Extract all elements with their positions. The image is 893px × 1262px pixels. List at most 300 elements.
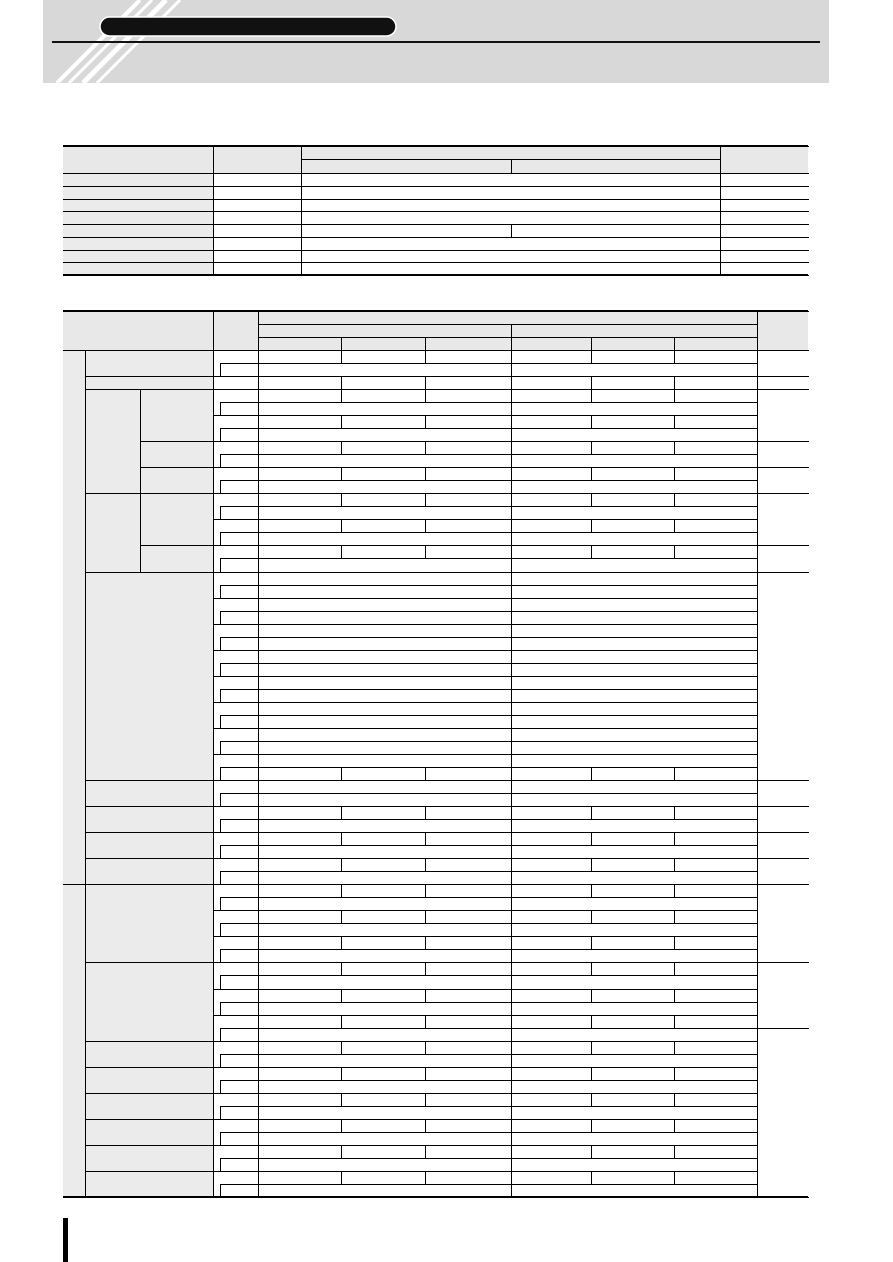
- table-2-unit-cell: [213, 545, 258, 558]
- table-1-value-cell: [213, 186, 301, 199]
- table-1-value-cell: [213, 173, 301, 186]
- table-2-unit-sub-cell: [220, 1080, 258, 1093]
- table-2-value-cell: [511, 545, 591, 558]
- table-2-value-cell: [341, 806, 425, 819]
- table-2-unit-cell: [213, 702, 258, 715]
- table-2-value-cell: [511, 350, 591, 363]
- table-2-column-header-cell: [341, 337, 425, 350]
- table-2-value-cell: [258, 754, 511, 767]
- table-2-group-cell: [63, 350, 85, 884]
- table-2-value-cell: [511, 1171, 591, 1184]
- table-2-value-cell: [674, 1171, 757, 1184]
- table-2-note-cell: [757, 858, 808, 884]
- table-2-value-cell: [258, 715, 511, 728]
- table-2-column-header-cell: [258, 337, 341, 350]
- table-2-value-cell: [425, 545, 511, 558]
- table-1-value-cell: [511, 224, 720, 237]
- page-edge-marker: [63, 1218, 68, 1262]
- table-2-unit-sub-cell: [220, 689, 258, 702]
- table-2-value-cell: [511, 936, 591, 949]
- table-2-unit-sub-cell: [220, 1002, 258, 1015]
- table-2-value-cell: [674, 832, 757, 845]
- table-2-sublabel-cell: [140, 389, 213, 441]
- table-2-value-cell: [511, 832, 591, 845]
- table-2-value-cell: [511, 506, 757, 519]
- table-2-value-cell: [511, 741, 757, 754]
- table-2-unit-sub-cell: [220, 949, 258, 962]
- table-2-value-cell: [511, 1067, 591, 1080]
- table-2-value-cell: [591, 545, 674, 558]
- table-2-unit-sub-cell: [220, 363, 258, 376]
- table-2-value-cell: [258, 676, 511, 689]
- table-2-value-cell: [591, 389, 674, 402]
- table-2-unit-sub-cell: [220, 558, 258, 572]
- table-2-value-cell: [341, 376, 425, 389]
- table-2-value-cell: [425, 1067, 511, 1080]
- table-2-value-cell: [511, 1054, 757, 1067]
- table-2-unit-cell: [213, 1106, 220, 1119]
- table-2-row-label-cell: [85, 1067, 213, 1093]
- table-2-value-cell: [591, 910, 674, 923]
- table-2-unit-sub-cell: [220, 871, 258, 884]
- table-2-note-cell: [757, 389, 808, 441]
- table-2-value-cell: [258, 702, 511, 715]
- table-2-value-cell: [258, 1158, 511, 1171]
- table-2-value-cell: [258, 1132, 511, 1145]
- table-2-unit-sub-cell: [220, 480, 258, 493]
- table-2-value-cell: [258, 1080, 511, 1093]
- table-2-value-cell: [341, 415, 425, 428]
- table-2-value-cell: [425, 1093, 511, 1106]
- table-2-value-cell: [258, 1106, 511, 1119]
- table-2-value-cell: [674, 467, 757, 480]
- table-2-value-cell: [511, 923, 757, 936]
- table-1-row-label-cell: [63, 186, 213, 199]
- table-2-value-cell: [511, 715, 757, 728]
- table-1-header-cell: [213, 146, 301, 173]
- table-2-unit-cell: [213, 1054, 220, 1067]
- table-1-row-label-cell: [63, 211, 213, 224]
- table-2-column-header-cell: [591, 337, 674, 350]
- table-2-value-cell: [258, 467, 341, 480]
- table-2-value-cell: [341, 1171, 425, 1184]
- table-1-value-cell: [301, 262, 720, 275]
- table-2-unit-cell: [213, 1015, 258, 1028]
- table-1-value-cell: [301, 224, 511, 237]
- table-2-value-cell: [258, 832, 341, 845]
- table-2-bottom-rule: [63, 1196, 808, 1198]
- table-2-header-cell: [213, 311, 258, 350]
- table-2-value-cell: [591, 962, 674, 975]
- table-2-unit-cell: [213, 1028, 220, 1041]
- table-2-unit-sub-cell: [220, 402, 258, 415]
- table-2-value-cell: [511, 441, 591, 454]
- table-2-unit-cell: [213, 962, 258, 975]
- table-2-value-cell: [674, 1145, 757, 1158]
- table-2-value-cell: [258, 949, 511, 962]
- table-2-value-cell: [258, 897, 511, 910]
- table-2-column-header-cell: [674, 337, 757, 350]
- table-1-subheader-cell: [301, 159, 511, 173]
- table-2-value-cell: [511, 558, 757, 572]
- table-2-value-cell: [425, 806, 511, 819]
- table-1-note-cell: [720, 211, 808, 224]
- table-2-note-cell: [757, 467, 808, 493]
- table-2-unit-sub-cell: [220, 1106, 258, 1119]
- table-1-value-cell: [301, 173, 720, 186]
- table-2-value-cell: [511, 402, 757, 415]
- table-2-value-cell: [425, 1119, 511, 1132]
- table-2-value-cell: [425, 376, 511, 389]
- table-1-note-cell: [720, 199, 808, 211]
- table-2-value-cell: [511, 363, 757, 376]
- table-2-sublabel-cell: [140, 493, 213, 545]
- table-2-value-cell: [511, 910, 591, 923]
- table-2-value-cell: [258, 975, 511, 989]
- table-2-note-cell: [757, 545, 808, 572]
- table-2-value-cell: [511, 1080, 757, 1093]
- table-2-value-cell: [591, 467, 674, 480]
- table-2-value-cell: [511, 585, 757, 598]
- table-2-value-cell: [341, 989, 425, 1002]
- table-2-value-cell: [511, 819, 757, 832]
- table-2-unit-cell: [213, 1158, 220, 1171]
- table-1-value-cell: [301, 211, 720, 224]
- table-2-unit-sub-cell: [220, 1132, 258, 1145]
- table-2-unit-sub-cell: [220, 741, 258, 754]
- table-1-value-cell: [213, 262, 301, 275]
- table-2-unit-cell: [213, 884, 258, 897]
- table-2-value-cell: [341, 389, 425, 402]
- table-2-unit-cell: [213, 715, 220, 728]
- table-2-row-label-cell: [85, 858, 213, 884]
- table-2-row-label-cell: [85, 493, 140, 572]
- table-2-value-cell: [511, 702, 757, 715]
- table-2-value-cell: [591, 376, 674, 389]
- table-2-value-cell: [258, 506, 511, 519]
- table-2-unit-sub-cell: [220, 975, 258, 989]
- table-2-value-cell: [511, 975, 757, 989]
- table-2-value-cell: [511, 467, 591, 480]
- table-2-unit-sub-cell: [220, 1184, 258, 1197]
- table-2-row-label-cell: [85, 806, 213, 832]
- table-2-subheader-cell: [511, 324, 757, 337]
- table-2-value-cell: [511, 949, 757, 962]
- table-2-unit-sub-cell: [220, 611, 258, 624]
- table-2-value-cell: [258, 493, 341, 506]
- table-2-value-cell: [425, 493, 511, 506]
- table-2-unit-cell: [213, 1132, 220, 1145]
- table-2-row-label-cell: [85, 832, 213, 858]
- table-2-value-cell: [258, 1119, 341, 1132]
- table-2-note-cell: [757, 441, 808, 467]
- table-2-value-cell: [511, 793, 757, 806]
- table-2-value-cell: [674, 493, 757, 506]
- table-1-value-cell: [301, 237, 720, 250]
- table-2-unit-cell: [213, 558, 220, 572]
- table-2-row-label-cell: [85, 376, 213, 389]
- table-2-value-cell: [511, 1028, 757, 1041]
- table-2-column-header-cell: [425, 337, 511, 350]
- table-2-value-cell: [258, 1002, 511, 1015]
- table-2-value-cell: [341, 1067, 425, 1080]
- table-2-value-cell: [591, 858, 674, 871]
- table-2-value-cell: [258, 858, 341, 871]
- table-2-value-cell: [511, 962, 591, 975]
- table-2-value-cell: [591, 1041, 674, 1054]
- table-2-note-cell: [757, 350, 808, 376]
- table-1-header-cell: [301, 146, 720, 159]
- table-2-value-cell: [425, 441, 511, 454]
- table-1-row-label-cell: [63, 173, 213, 186]
- table-2-unit-sub-cell: [220, 767, 258, 780]
- table-2-row-label-cell: [85, 780, 213, 806]
- table-2-value-cell: [511, 1119, 591, 1132]
- table-2-value-cell: [425, 350, 511, 363]
- table-2-value-cell: [511, 624, 757, 637]
- table-1-top-rule: [63, 145, 808, 147]
- table-1-note-cell: [720, 186, 808, 199]
- table-2-value-cell: [591, 1119, 674, 1132]
- table-2-value-cell: [425, 767, 511, 780]
- table-2-value-cell: [591, 1015, 674, 1028]
- table-2-value-cell: [511, 884, 591, 897]
- table-2-value-cell: [674, 350, 757, 363]
- table-2-value-cell: [258, 598, 511, 611]
- table-2-value-cell: [258, 1067, 341, 1080]
- table-2-unit-cell: [213, 454, 220, 467]
- table-2-row-label-cell: [85, 1119, 213, 1145]
- table-2-unit-cell: [213, 689, 220, 702]
- table-2-note-cell: [757, 493, 808, 545]
- table-2-value-cell: [511, 806, 591, 819]
- table-2-value-cell: [674, 1067, 757, 1080]
- table-2-value-cell: [591, 806, 674, 819]
- table-2-value-cell: [511, 650, 757, 663]
- table-1-value-cell: [213, 199, 301, 211]
- table-2-value-cell: [511, 1132, 757, 1145]
- table-2-row-label-cell: [85, 572, 213, 780]
- table-2-value-cell: [341, 1041, 425, 1054]
- table-2-unit-sub-cell: [220, 585, 258, 598]
- table-2-value-cell: [341, 910, 425, 923]
- table-2-value-cell: [511, 780, 757, 793]
- table-2-unit-cell: [213, 897, 220, 910]
- table-2-unit-cell: [213, 376, 258, 389]
- table-2-unit-cell: [213, 819, 220, 832]
- table-2-value-cell: [511, 1093, 591, 1106]
- table-2-value-cell: [674, 376, 757, 389]
- table-2-value-cell: [591, 1145, 674, 1158]
- table-2-value-cell: [258, 1171, 341, 1184]
- table-2-value-cell: [511, 689, 757, 702]
- table-2-unit-cell: [213, 845, 220, 858]
- table-1-row-label-cell: [63, 224, 213, 237]
- page-header-band: [43, 0, 829, 83]
- table-2-value-cell: [511, 858, 591, 871]
- table-2-value-cell: [341, 441, 425, 454]
- table-2-value-cell: [258, 389, 341, 402]
- table-2-value-cell: [511, 493, 591, 506]
- table-2-value-cell: [591, 493, 674, 506]
- table-2-value-cell: [258, 480, 511, 493]
- table-2-unit-sub-cell: [220, 454, 258, 467]
- table-2-unit-cell: [213, 1041, 258, 1054]
- table-2-unit-cell: [213, 1184, 220, 1197]
- table-2-value-cell: [258, 519, 341, 532]
- table-2-value-cell: [591, 989, 674, 1002]
- table-2-value-cell: [511, 1002, 757, 1015]
- table-2-value-cell: [511, 572, 757, 585]
- table-2-value-cell: [258, 884, 341, 897]
- table-2-value-cell: [258, 819, 511, 832]
- table-2-unit-cell: [213, 650, 258, 663]
- table-2-value-cell: [511, 897, 757, 910]
- table-2-value-cell: [511, 428, 757, 441]
- table-2-value-cell: [425, 519, 511, 532]
- table-2-value-cell: [341, 1015, 425, 1028]
- table-2-value-cell: [341, 350, 425, 363]
- table-2-value-cell: [674, 910, 757, 923]
- table-2-value-cell: [425, 989, 511, 1002]
- table-2-value-cell: [258, 871, 511, 884]
- table-2-value-cell: [425, 1145, 511, 1158]
- table-2-unit-cell: [213, 936, 258, 949]
- table-1-note-cell: [720, 237, 808, 250]
- table-2-header-cell: [757, 311, 808, 350]
- table-2-value-cell: [258, 728, 511, 741]
- table-2-unit-cell: [213, 585, 220, 598]
- table-1-value-cell: [213, 224, 301, 237]
- table-2-value-cell: [425, 962, 511, 975]
- table-2-value-cell: [258, 845, 511, 858]
- table-2-note-cell: [757, 376, 808, 389]
- table-2-value-cell: [258, 428, 511, 441]
- table-2-unit-sub-cell: [220, 1054, 258, 1067]
- table-2-unit-sub-cell: [220, 637, 258, 650]
- table-2-value-cell: [341, 962, 425, 975]
- table-2-unit-cell: [213, 480, 220, 493]
- table-2-value-cell: [591, 1171, 674, 1184]
- table-2-value-cell: [591, 415, 674, 428]
- table-2-unit-cell: [213, 363, 220, 376]
- table-2-value-cell: [258, 936, 341, 949]
- table-2-value-cell: [591, 350, 674, 363]
- table-2-value-cell: [674, 1015, 757, 1028]
- table-2-row-label-cell: [85, 389, 140, 493]
- table-2-value-cell: [258, 689, 511, 702]
- table-2-row-label-cell: [85, 884, 213, 962]
- table-2-value-cell: [425, 832, 511, 845]
- table-1-header-cell: [720, 146, 808, 173]
- table-2-value-cell: [258, 1028, 511, 1041]
- table-2-value-cell: [341, 519, 425, 532]
- table-2-value-cell: [511, 663, 757, 676]
- table-2-unit-sub-cell: [220, 715, 258, 728]
- table-2-value-cell: [258, 415, 341, 428]
- table-2-value-cell: [511, 989, 591, 1002]
- table-2-unit-cell: [213, 676, 258, 689]
- table-2-value-cell: [258, 454, 511, 467]
- table-2-value-cell: [674, 1041, 757, 1054]
- table-2-unit-cell: [213, 519, 258, 532]
- table-2-value-cell: [425, 858, 511, 871]
- table-2-unit-cell: [213, 858, 258, 871]
- table-2-value-cell: [591, 832, 674, 845]
- table-2-value-cell: [674, 989, 757, 1002]
- table-2-value-cell: [258, 441, 341, 454]
- table-2-value-cell: [425, 884, 511, 897]
- table-2-value-cell: [674, 767, 757, 780]
- table-2-row-label-cell: [85, 1145, 213, 1171]
- table-2-top-rule: [63, 310, 808, 312]
- table-2-note-cell: [757, 780, 808, 806]
- table-2-value-cell: [511, 676, 757, 689]
- table-1-value-cell: [213, 237, 301, 250]
- table-2-value-cell: [425, 415, 511, 428]
- table-2-value-cell: [258, 376, 341, 389]
- table-2-unit-cell: [213, 923, 220, 936]
- table-2-subheader-cell: [258, 324, 511, 337]
- table-2-value-cell: [674, 545, 757, 558]
- table-2-unit-cell: [213, 572, 258, 585]
- table-2-value-cell: [591, 936, 674, 949]
- table-1-value-cell: [301, 199, 720, 211]
- table-2-unit-cell: [213, 1093, 258, 1106]
- table-2-value-cell: [341, 936, 425, 949]
- table-2-value-cell: [511, 480, 757, 493]
- table-2-value-cell: [511, 767, 591, 780]
- table-2-value-cell: [591, 441, 674, 454]
- table-2-row-label-cell: [85, 1041, 213, 1067]
- table-2-value-cell: [591, 884, 674, 897]
- table-2-value-cell: [258, 1145, 341, 1158]
- table-2-value-cell: [511, 376, 591, 389]
- table-2-unit-cell: [213, 1002, 220, 1015]
- table-1-value-cell: [301, 186, 720, 199]
- table-2-value-cell: [341, 1119, 425, 1132]
- table-2-value-cell: [258, 350, 341, 363]
- table-2-unit-cell: [213, 1067, 258, 1080]
- table-2-value-cell: [341, 1145, 425, 1158]
- table-2-value-cell: [511, 728, 757, 741]
- table-2-unit-cell: [213, 1119, 258, 1132]
- table-2-value-cell: [591, 1093, 674, 1106]
- table-1-row-label-cell: [63, 262, 213, 275]
- table-2-unit-cell: [213, 1171, 258, 1184]
- table-2-value-cell: [425, 389, 511, 402]
- table-2-unit-sub-cell: [220, 793, 258, 806]
- table-2-value-cell: [341, 545, 425, 558]
- table-2-value-cell: [591, 519, 674, 532]
- table-2-note-cell: [757, 1028, 808, 1197]
- table-2-value-cell: [258, 780, 511, 793]
- table-2-value-cell: [511, 1184, 757, 1197]
- table-1-note-cell: [720, 262, 808, 275]
- table-2-unit-cell: [213, 767, 220, 780]
- table-2-value-cell: [425, 1015, 511, 1028]
- table-2-value-cell: [258, 1184, 511, 1197]
- table-2-unit-cell: [213, 663, 220, 676]
- table-2-value-cell: [591, 767, 674, 780]
- table-2-unit-sub-cell: [220, 1158, 258, 1171]
- table-2-unit-cell: [213, 598, 258, 611]
- table-2-unit-cell: [213, 389, 258, 402]
- table-2-unit-cell: [213, 611, 220, 624]
- table-2-value-cell: [511, 1015, 591, 1028]
- table-2-unit-cell: [213, 532, 220, 545]
- table-2-sublabel-cell: [140, 545, 213, 572]
